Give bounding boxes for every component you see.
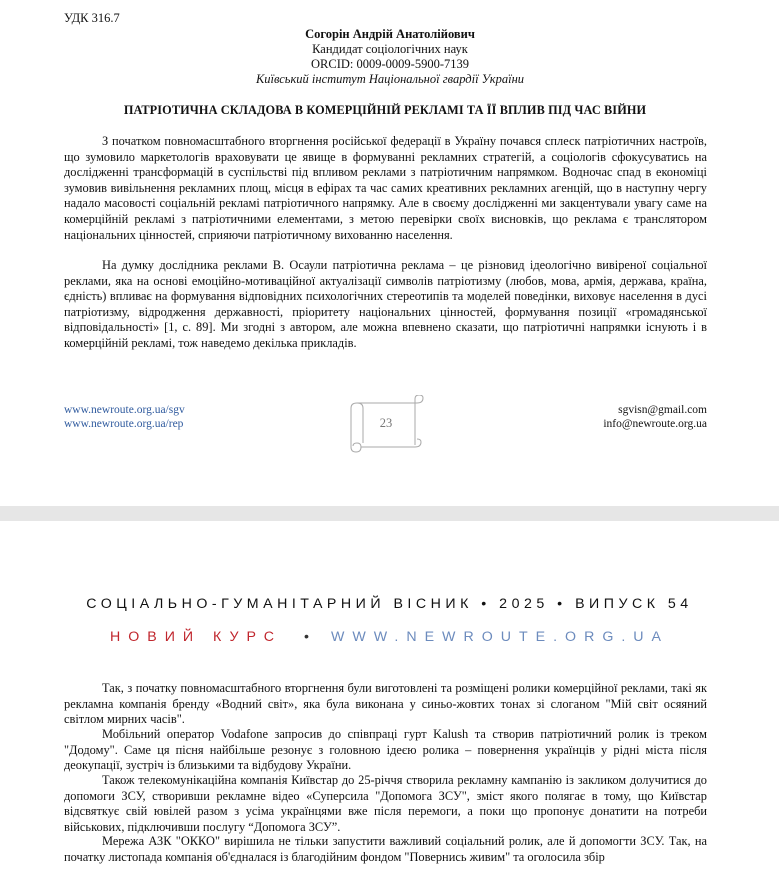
series-name: НОВИЙ КУРС xyxy=(109,629,283,645)
article-title: ПАТРІОТИЧНА СКЛАДОВА В КОМЕРЦІЙНІЙ РЕКЛАМІ ТА ЇЇ ВПЛИВ ПІД ЧАС ВІЙНИ xyxy=(123,103,647,117)
paragraph-3: Так, з початку повномасштабного вторгнення були виготовлені та розміщені ролики комерційної реклами, такі як рекламна компанія бренду «Водний світ», яка була виконана у синьо-жовтих тонах зі слоганом "Мій світ осяяний світлом мирних часів". xyxy=(64,681,707,727)
journal-header: СОЦІАЛЬНО-ГУМАНІТАРНИЙ ВІСНИК • 2025 • ВИПУСК 54 xyxy=(86,596,693,612)
page-number: 23 xyxy=(379,416,393,430)
paragraph-2: На думку дослідника реклами В. Осаули патріотична реклама – це різновид ідеологічно вивіреної соціальної реклами, яка на основі емоційно-мотиваційної актуалізації символів патріотизму (любов, мова, армія, держава, країна, єдність) впливає на формування відповідних психологічних стереотипів та моделей поведінки, виховує населення в дусі патріотизму, відродження державності, пріоритету національних цінностей, формування позиції «громадянської відповідальності» [1, с. 89]. Ми згодні з автором, але можна впевнено сказати, що патріотичні напрямки існують і в комерційній рекламі, тож наведемо декілька прикладів. xyxy=(64,258,707,350)
series-separator: • xyxy=(304,629,310,645)
author-orcid: ORCID: 0009-0009-5900-7139 xyxy=(311,57,469,71)
document-page-2 xyxy=(0,521,779,870)
footer-emails xyxy=(603,403,707,431)
author-affiliation: Київський інститут Національної гвардії України xyxy=(255,72,525,86)
series-url[interactable]: WWW.NEWROUTE.ORG.UA xyxy=(331,629,670,645)
footer-link-rep[interactable]: www.newroute.org.ua/rep xyxy=(64,418,184,430)
footer-links xyxy=(64,403,185,431)
paragraph-4: Мобільний оператор Vodafone запросив до співпраці гурт Kalush та створив патріотичний ролик із треком "Додому". Саме ця пісня найбільше резонує з головною ідеєю ролика – повернення українців у рідні міста після деокупації, зустріч із близькими та відбудову України. xyxy=(64,727,707,773)
footer-link-sgv[interactable]: www.newroute.org.ua/sgv xyxy=(64,404,185,416)
udk-code: УДК 316.7 xyxy=(64,11,120,25)
paragraph-5: Також телекомунікаційна компанія Київстар до 25-річчя створила рекламну кампанію із закликом долучитися до допомоги ЗСУ, створивши рекламне відео «Суперсила "Допомога ЗСУ", зміст якого полягає в тому, що Київстар відсвяткує свій ювілей разом з усіма українцями вже після перемоги, а поки що пропонує донатити на потреби військових, підключивши послугу “Допомога ЗСУ”. xyxy=(64,773,707,834)
footer-email-info[interactable]: info@newroute.org.ua xyxy=(603,418,707,430)
paragraph-1: З початком повномасштабного вторгнення російської федерації в Україну почався сплеск патріотичних настроїв, що зумовило маркетологів враховувати це явище в формуванні рекламних стратегій, а соціологів сфокусуватись на дослідженні трансформацій в суспільстві під впливом реклами з патріотичним напрямком. Водночас спад в економіці зумовив вивільнення рекламних площ, місця в ефірах та час самих креативних рекламних агенцій, що в наступну чергу надало масовості соціальній рекламі патріотичного напрямку. Але в своєму дослідженні ми закцентували увагу саме на комерційній рекламі з патріотичними елементами, з метою перевірки своїх висновків, що реклама є транслятором національних цінностей, сприяючи патріотичному вихованню населення. xyxy=(64,134,707,242)
series-header xyxy=(0,629,779,645)
paragraph-6: Мережа АЗК "ОККО" вирішила не тільки запустити важливий соціальний ролик, але й допомогти ЗСУ. Так, на початку листопада компанія об'єдналася із благодійним фондом "Повернись живим" та оголосила збір xyxy=(64,834,707,864)
page-separator xyxy=(0,506,779,521)
author-name: Согорін Андрій Анатолійович xyxy=(305,27,475,41)
author-block xyxy=(220,27,560,87)
footer-email-sgvisn[interactable]: sgvisn@gmail.com xyxy=(618,404,707,416)
author-degree: Кандидат соціологічних наук xyxy=(312,42,468,56)
